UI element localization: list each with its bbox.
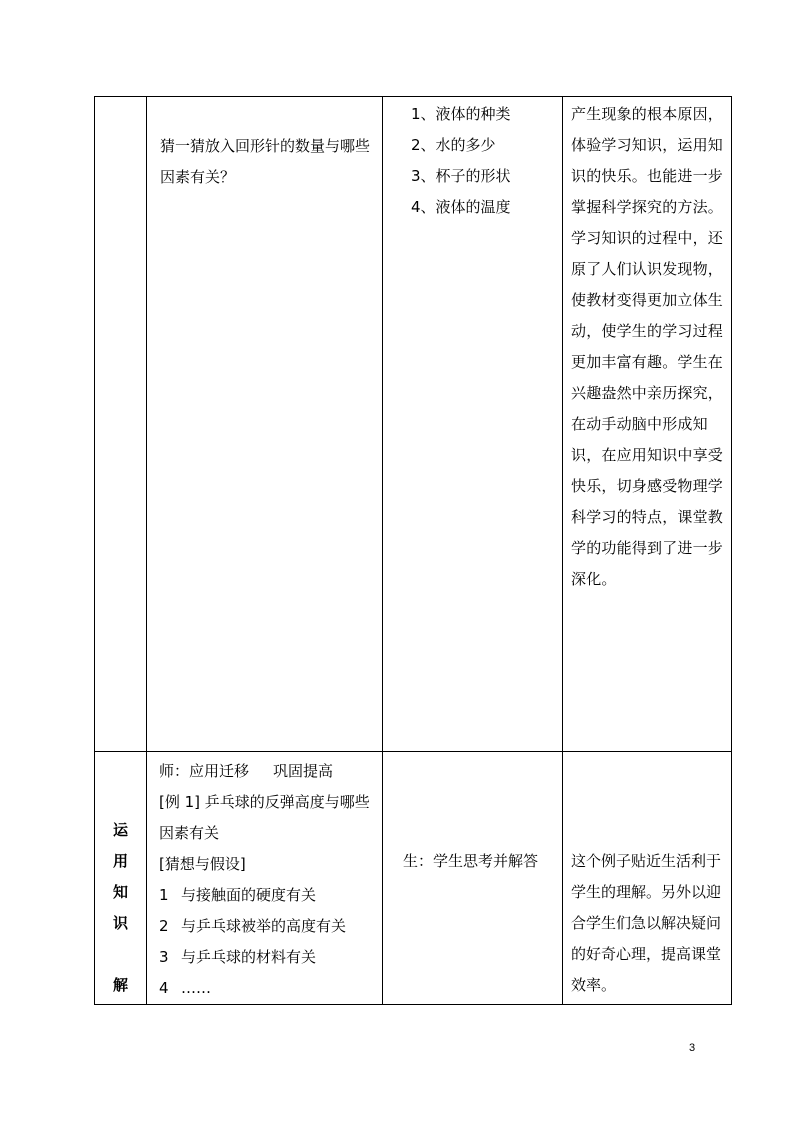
example-text: [例 1] 乒乓球的反弹高度与哪些因素有关 bbox=[159, 793, 370, 842]
list-item: 2、水的多少 bbox=[411, 136, 496, 154]
section-label-char: 解 bbox=[112, 976, 128, 994]
section-cell-empty bbox=[95, 97, 147, 752]
section-label-char: 识 bbox=[112, 914, 128, 932]
teacher-heading-b: 巩固提高 bbox=[273, 762, 334, 780]
section-label-char: 知 bbox=[112, 883, 128, 901]
teacher-heading bbox=[159, 756, 376, 787]
list-item: 3 与乒乓球的材料有关 bbox=[159, 948, 317, 966]
list-item: 3、杯子的形状 bbox=[411, 167, 511, 185]
page-number: 3 bbox=[689, 1042, 696, 1054]
student-activity-cell bbox=[383, 752, 563, 1005]
guess-question-text: 猜一猜放入回形针的数量与哪些因素有关？ bbox=[160, 137, 371, 186]
student-activity-text: 生：学生思考并解答 bbox=[403, 852, 539, 870]
section-label-char: 用 bbox=[112, 852, 128, 870]
list-item: 1、液体的种类 bbox=[411, 105, 511, 123]
section-label-cell bbox=[95, 752, 147, 1005]
design-purpose-cell bbox=[563, 752, 732, 1005]
hypothesis-label: [猜想与假设] bbox=[159, 855, 246, 873]
design-purpose-text: 这个例子贴近生活利于学生的理解。另外以迎合学生们急以解决疑问的好奇心理，提高课堂效率。 bbox=[571, 852, 722, 994]
table-row bbox=[95, 752, 732, 1005]
list-item: 4 …… bbox=[159, 979, 211, 997]
lesson-plan-table bbox=[94, 96, 732, 1005]
list-item: 1 与接触面的硬度有关 bbox=[159, 886, 317, 904]
list-item: 2 与乒乓球被举的高度有关 bbox=[159, 917, 347, 935]
section-label-char: 运 bbox=[112, 821, 128, 839]
teacher-heading-a: 师：应用迁移 bbox=[159, 762, 250, 780]
teacher-activity-cell bbox=[147, 752, 383, 1005]
table-row bbox=[95, 97, 732, 752]
design-purpose-cell bbox=[563, 97, 732, 752]
design-purpose-text: 产生现象的根本原因，体验学习知识，运用知识的快乐。也能进一步掌握科学探究的方法。学习知识的过程中，还原了人们认识发现物，使教材变得更加立体生动，使学生的学习过程更加丰富有趣。学生在兴趣盎然中亲历探究，在动手动脑中形成知识，在应用知识中享受快乐，切身感受物理学科学习的特点，课堂教学的功能得到了进一步深化。 bbox=[571, 105, 724, 588]
guess-question-cell bbox=[147, 97, 383, 752]
list-item: 4、液体的温度 bbox=[411, 198, 511, 216]
factor-list-cell bbox=[383, 97, 563, 752]
